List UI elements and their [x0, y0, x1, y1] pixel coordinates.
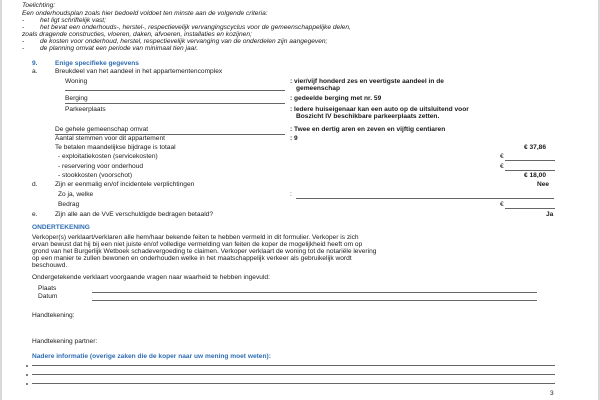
plaats-field[interactable] [92, 292, 537, 293]
amount-line [505, 160, 555, 161]
woning-label: Woning [65, 78, 88, 85]
item-d-letter: d. [32, 181, 38, 188]
intro-heading: Toelichting: [22, 2, 56, 9]
ondertekening-statement: Ondergetekende verklaart voorgaande vragen naar waarheid te hebben ingevuld: [32, 274, 270, 281]
aantal-label: Aantal stemmen voor dit appartement [55, 135, 165, 142]
left-mark [26, 383, 28, 385]
nadere-line[interactable] [32, 365, 555, 366]
bijdrage-label: Te betalen maandelijkse bijdrage is totaal [55, 144, 176, 151]
amount-line [505, 208, 555, 209]
handtekening-label: Handtekening: [32, 312, 75, 319]
zo-label: Zo ja, welke [58, 191, 94, 198]
plaats-label: Plaats [38, 285, 57, 292]
zo-value: : [290, 191, 292, 198]
section-title: Enige specifieke gegevens [55, 60, 139, 67]
exploit-value: € [500, 153, 504, 160]
berging-value: : gedeelde berging met nr. 59 [290, 95, 382, 102]
underline [65, 103, 285, 104]
woning-value: : vier/vijf honderd zes en veertigste aandeel in de [290, 78, 444, 85]
parkeer-value: : Iedere huiseigenaar kan een auto op de uitsluitend voor [290, 106, 469, 113]
intro-bullet: het bevat een onderhouds-, herstel-, respectievelijk vervangingscyclus voor de gemeenschappelijke delen, [40, 24, 351, 31]
handtekening-partner-label: Handtekening partner: [32, 338, 98, 345]
intro-bullet-dash: - [22, 17, 25, 24]
intro-bullet-dash: - [22, 45, 25, 52]
item-e-letter: e. [32, 211, 38, 218]
amount-line [505, 170, 555, 171]
intro-bullet: de kosten voor onderhoud, herstel, respectievelijk vervanging van de onderdelen zijn aangegeven; [40, 38, 328, 45]
stook-value: € 18,00 [524, 172, 546, 179]
ondertekening-title: ONDERTEKENING [32, 224, 90, 231]
item-a-text: Breukdeel van het aandeel in het appartementencomplex [55, 68, 223, 75]
ondertekening-paragraph-line: grond van het Burgerlijk Wetboek schadevergoeding te claimen. Verkoper verklaart de woning tot de notariële levering [32, 248, 377, 255]
omvat-label: De gehele gemeenschap omvat [55, 126, 149, 133]
stook-label: - stookkosten (voorschot) [58, 172, 133, 179]
ondertekening-paragraph-line: beschouwd. [32, 262, 68, 269]
ondertekening-paragraph-line: op een manier te zullen bewonen en onderhouden welke in het maatschappelijk verkeer als gebruikelijk wordt [32, 255, 352, 262]
exploit-label: - exploitatiekosten (servicekosten) [58, 153, 158, 160]
datum-field[interactable] [92, 300, 537, 301]
bedrag-value: € [500, 201, 504, 208]
intro-bullet-dash: - [22, 24, 25, 31]
left-mark [26, 374, 28, 376]
nadere-line[interactable] [32, 374, 555, 375]
intro-bullet-continued: zoals dragende constructies, vloeren, daken, afvoeren, installaties en kozijnen; [22, 31, 252, 38]
ondertekening-paragraph-line: ervan bewust dat hij bij een niet juiste en/of volledige vermelding van feiten de koper de mogelijkheid heeft om op [32, 241, 363, 248]
page-number: 3 [550, 390, 554, 397]
berging-label: Berging [65, 95, 88, 102]
bijdrage-value: € 37,86 [524, 144, 546, 151]
left-mark [26, 365, 28, 367]
intro-bullet-dash: - [22, 38, 25, 45]
nadere-line[interactable] [32, 383, 555, 384]
reserv-value: € [500, 163, 504, 170]
parkeer-value-cont: Boszicht IV beschikbare parkeerplaats zetten. [296, 113, 440, 120]
intro-bullet: het ligt schriftelijk vast; [40, 17, 106, 24]
underline [65, 90, 285, 91]
intro-bullet: de planning omvat een periode van minimaal tien jaar. [40, 45, 199, 52]
item-d-value: Nee [537, 181, 550, 188]
datum-label: Datum [38, 293, 58, 300]
section-number: 9. [32, 60, 38, 67]
omvat-value: : Twee en dertig aren en zeven en vijftig centiaren [290, 126, 446, 133]
item-d-text: Zijn er eenmalig en/of incidentele verplichtingen [55, 181, 195, 188]
nadere-title: Nadere informatie (overige zaken die de koper naar uw mening moet weten): [32, 353, 271, 360]
item-a-letter: a. [32, 68, 38, 75]
intro-lead: Een onderhoudsplan zoals hier bedoeld voldoet ten minste aan de volgende criteria: [22, 10, 268, 17]
scan-edge-left [0, 0, 2, 400]
item-e-value: Ja [546, 211, 554, 218]
item-e-text: Zijn alle aan de VvE verschuldigde bedragen betaald? [55, 211, 213, 218]
answer-line [296, 198, 554, 199]
aantal-value: : 9 [290, 135, 298, 142]
bedrag-label: Bedrag [58, 201, 80, 208]
parkeer-label: Parkeerplaats [65, 106, 106, 113]
ondertekening-paragraph-line: Verkoper(s) verklaart/verklaren alle hem/haar bekende feiten te hebben vermeld in dit formulier. Verkoper is zich [32, 234, 359, 241]
woning-value-cont: gemeenschap [296, 85, 340, 92]
reserv-label: - reservering voor onderhoud [58, 163, 144, 170]
